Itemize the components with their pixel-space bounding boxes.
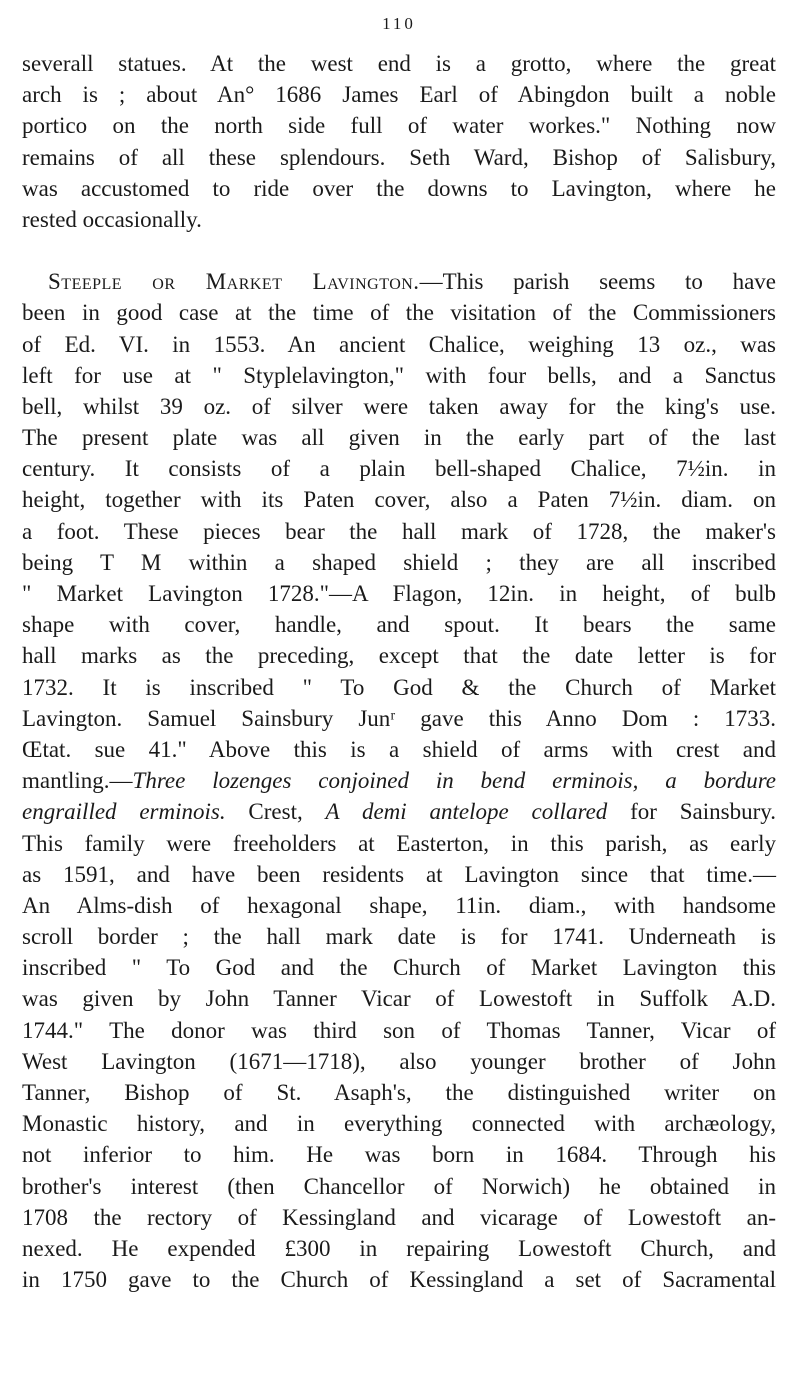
text-line-heading (22, 266, 776, 297)
text-line-crest (22, 796, 776, 827)
text-line: height, together with its Paten cover, also a Paten 7½in. diam. on (22, 487, 776, 513)
text-line: of Ed. VI. in 1553. An ancient Chalice, weighing 13 oz., was (22, 331, 776, 357)
text-line: was accustomed to ride over the downs to Lavington, where he (22, 175, 776, 201)
text-line: This family were freeholders at Easterton, in this parish, as early (22, 830, 776, 856)
text-line: century. It consists of a plain bell-shaped Chalice, 7½in. in (22, 456, 776, 482)
text-line: brother's interest (then Chancellor of Norwich) he obtained in (22, 1173, 776, 1199)
text-line: 1732. It is inscribed " To God & the Church of Market (22, 674, 776, 700)
text-line: Œtat. sue 41." Above this is a shield of arms with crest and (22, 736, 776, 762)
book-page (22, 14, 776, 1295)
text-line: portico on the north side full of water workes." Nothing now (22, 113, 776, 139)
text-line: Monastic history, and in everything connected with archæology, (22, 1111, 776, 1137)
paragraph-gap (22, 235, 776, 266)
text-line: An Alms-dish of hexagonal shape, 11in. diam., with handsome (22, 892, 776, 918)
text-line: hall marks as the preceding, except that the date letter is for (22, 643, 776, 669)
paragraph-grotto (22, 48, 776, 235)
text-line: West Lavington (1671—1718), also younger brother of John (22, 1048, 776, 1074)
text-line: in 1750 gave to the Church of Kessingland a set of Sacramental (22, 1267, 776, 1293)
text-line: Tanner, Bishop of St. Asaph's, the distinguished writer on (22, 1080, 776, 1105)
text-line: not inferior to him. He was born in 1684. Through his (22, 1142, 776, 1168)
text-fragment: Crest, (225, 799, 326, 825)
text-line: nexed. He expended £300 in repairing Lowestoft Church, and (22, 1235, 776, 1261)
text-line: arch is ; about An° 1686 James Earl of Abingdon built a noble (22, 82, 776, 108)
text-line: Lavington. Samuel Sainsbury Junʳ gave this Anno Dom : 1733. (22, 705, 776, 731)
text-line-arms (22, 765, 776, 796)
heraldic-blazon: engrailled erminois. (22, 799, 226, 825)
section-heading: Steeple or Market Lavington. (48, 269, 420, 295)
text-fragment: for Sainsbury. (607, 799, 776, 825)
text-fragment: mantling.— (22, 768, 133, 794)
text-line: a foot. These pieces bear the hall mark of 1728, the maker's (22, 518, 776, 544)
text-line: left for use at " Styplelavington," with four bells, and a Sanctus (22, 362, 776, 388)
text-line: scroll border ; the hall mark date is for 1741. Underneath is (22, 924, 776, 950)
text-line: 1744." The donor was third son of Thomas Tanner, Vicar of (22, 1017, 776, 1043)
text-line: severall statues. At the west end is a grotto, where the great (22, 51, 776, 76)
text-line: been in good case at the time of the visitation of the Commissioners (22, 300, 776, 326)
text-line: shape with cover, handle, and spout. It bears the same (22, 612, 776, 638)
text-line: remains of all these splendours. Seth Ward, Bishop of Salisbury, (22, 144, 776, 170)
text-line: inscribed " To God and the Church of Market Lavington this (22, 955, 776, 981)
text-line: as 1591, and have been residents at Lavington since that time.— (22, 861, 776, 887)
crest-blazon: A demi antelope collared (325, 799, 608, 825)
text-line: 1708 the rectory of Kessingland and vicarage of Lowestoft an- (22, 1204, 776, 1230)
text-line: " Market Lavington 1728."—A Flagon, 12in. in height, of bulb (22, 581, 776, 606)
text-line: The present plate was all given in the early part of the last (22, 425, 776, 451)
text-line: bell, whilst 39 oz. of silver were taken away for the king's use. (22, 393, 776, 419)
text-line: rested occasionally. (22, 206, 202, 232)
text-line: was given by John Tanner Vicar of Lowestoft in Suffolk A.D. (22, 986, 776, 1012)
text-line: being T M within a shaped shield ; they are all inscribed (22, 549, 776, 575)
page-number: 110 (382, 14, 416, 33)
text-fragment: —This parish seems to have (419, 269, 776, 295)
paragraph-market-lavington (22, 266, 776, 1295)
heraldic-blazon: Three lozenges conjoined in bend erminois, a bordure (132, 768, 776, 794)
